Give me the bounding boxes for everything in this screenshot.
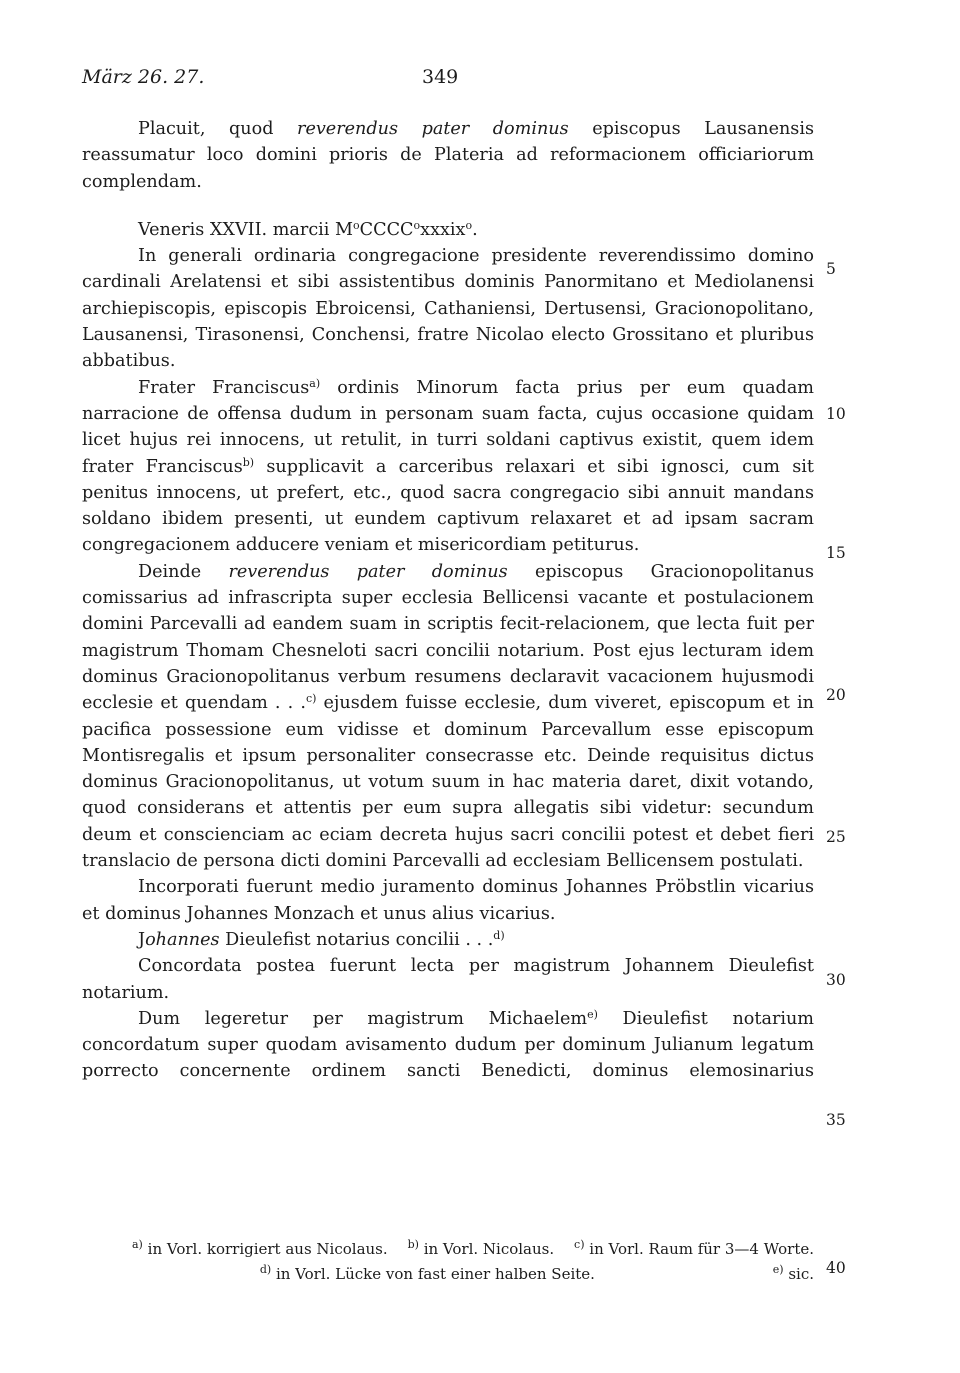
date-heading: Veneris XXVII. marcii $M^oCCCC^oxxxix^o$. <box>138 218 478 240</box>
paragraph: Frater Franciscus$^{a)}$ ordinis Minorum facta prius per eum quadam narracione de offensa dudum in personam suam facta, cujus occasione quidam licet hujus rei innocens, ut retulit, in turri soldani captivus existit, quem idem frater Franciscus$^{b)}$ supplicavit a carceribus relaxari et sibi ignosci, cum sit penitus innocens, ut prefert, etc., quod sacra congregacio sibi annuit mandans soldano ibidem presenti, ut eundem captivum relaxaret et ad ipsam sacram congregacionem adducere veniam et misericordiam petiturus. <box>82 376 814 556</box>
footnote-d: $^{d)}$ in Vorl. Lücke von fast einer halben Seite. <box>259 1263 595 1283</box>
line-number: 35 <box>826 1111 846 1129</box>
running-header <box>82 66 822 96</box>
line-number: 20 <box>826 686 846 704</box>
paragraph: Placuit, quod reverendus pater dominus episcopus Lausanensis reassumatur loco domini prioris de Plateria ad reformacionem officiariorum complendam. <box>82 119 814 192</box>
paragraph: Incorporati fuerunt medio juramento dominus Johannes Pröbstlin vicarius et dominus Johannes Monzach et unus alius vicarius. <box>82 877 814 924</box>
line-number: 40 <box>826 1259 846 1277</box>
footnote-e: $^{e)}$ sic. <box>772 1263 814 1283</box>
paragraph: Concordata postea fuerunt lecta per magistrum Johannem Dieulefist notarium. <box>82 956 814 1003</box>
footnotes <box>82 1237 814 1287</box>
line-number: 10 <box>826 405 846 423</box>
line-number: 15 <box>826 544 846 562</box>
paragraph: In generali ordinaria congregacione presidente reverendissimo domino cardinali Arelatensi et sibi assistentibus dominis Panormitano et Mediolanensi archiepiscopis, episcopis Ebroicensi, Cathaniensi, Dertusensi, Gracionopolitano, Lausanensi, Tirasonensi, Conchensi, fratre Nicolao electo Grossitano et pluribus abbatibus. <box>82 246 814 372</box>
paragraph: Johannes Dieulefist notarius concilii . . .$^{d)}$ <box>138 928 505 950</box>
page-number: 349 <box>422 66 459 88</box>
footnote-c: $^{c)}$ in Vorl. Raum für 3—4 Worte. <box>574 1238 814 1258</box>
paragraph: Deinde reverendus pater dominus episcopus Gracionopolitanus comissarius ad infrascripta super ecclesia Bellicensi vacante et postulacionem domini Parcevalli ad eandem suam in scriptis fecit-relacionem, que lecta fuit per magistrum Thomam Chesneloti sacri concilii notarium. Post ejus lecturam idem dominus Gracionopolitanus verbum resumens declaravit vacacionem hujusmodi ecclesie et quendam . . .$^{c)}$ ejusdem fuisse ecclesie, dum viveret, episcopum et in pacifica possessione eum vidisse et dominum Parcevallum esse episcopum Montisregalis et ipsum personaliter consecrasse etc. Deinde requisitus dictus dominus Gracionopolitanus, ut votum suum in hac materia daret, dixit votando, quod considerans et attentis per eum supra allegatis sibi videtur: secundum deum et conscienciam ac eciam decreta hujus sacri concilii potest et debet fieri translacio de persona dicti domini Parcevalli ad ecclesiam Bellicensem postulati. <box>82 561 814 872</box>
footnote-a: $^{a)}$ in Vorl. korrigiert aus Nicolaus. <box>132 1238 388 1258</box>
line-number: 25 <box>826 828 846 846</box>
footnote-b: $^{b)}$ in Vorl. Nicolaus. <box>407 1238 555 1258</box>
paragraph: Dum legeretur per magistrum Michaelem$^{e)}$ Dieulefist notarium concordatum super quodam avisamento dudum per dominum Julianum legatum porrecto concernente ordinem sancti Benedicti, dominus elemosinarius <box>82 1007 814 1082</box>
header-date: März 26. 27. <box>82 66 205 88</box>
main-text <box>82 116 814 1085</box>
line-number: 30 <box>826 971 846 989</box>
line-number: 5 <box>826 260 836 278</box>
